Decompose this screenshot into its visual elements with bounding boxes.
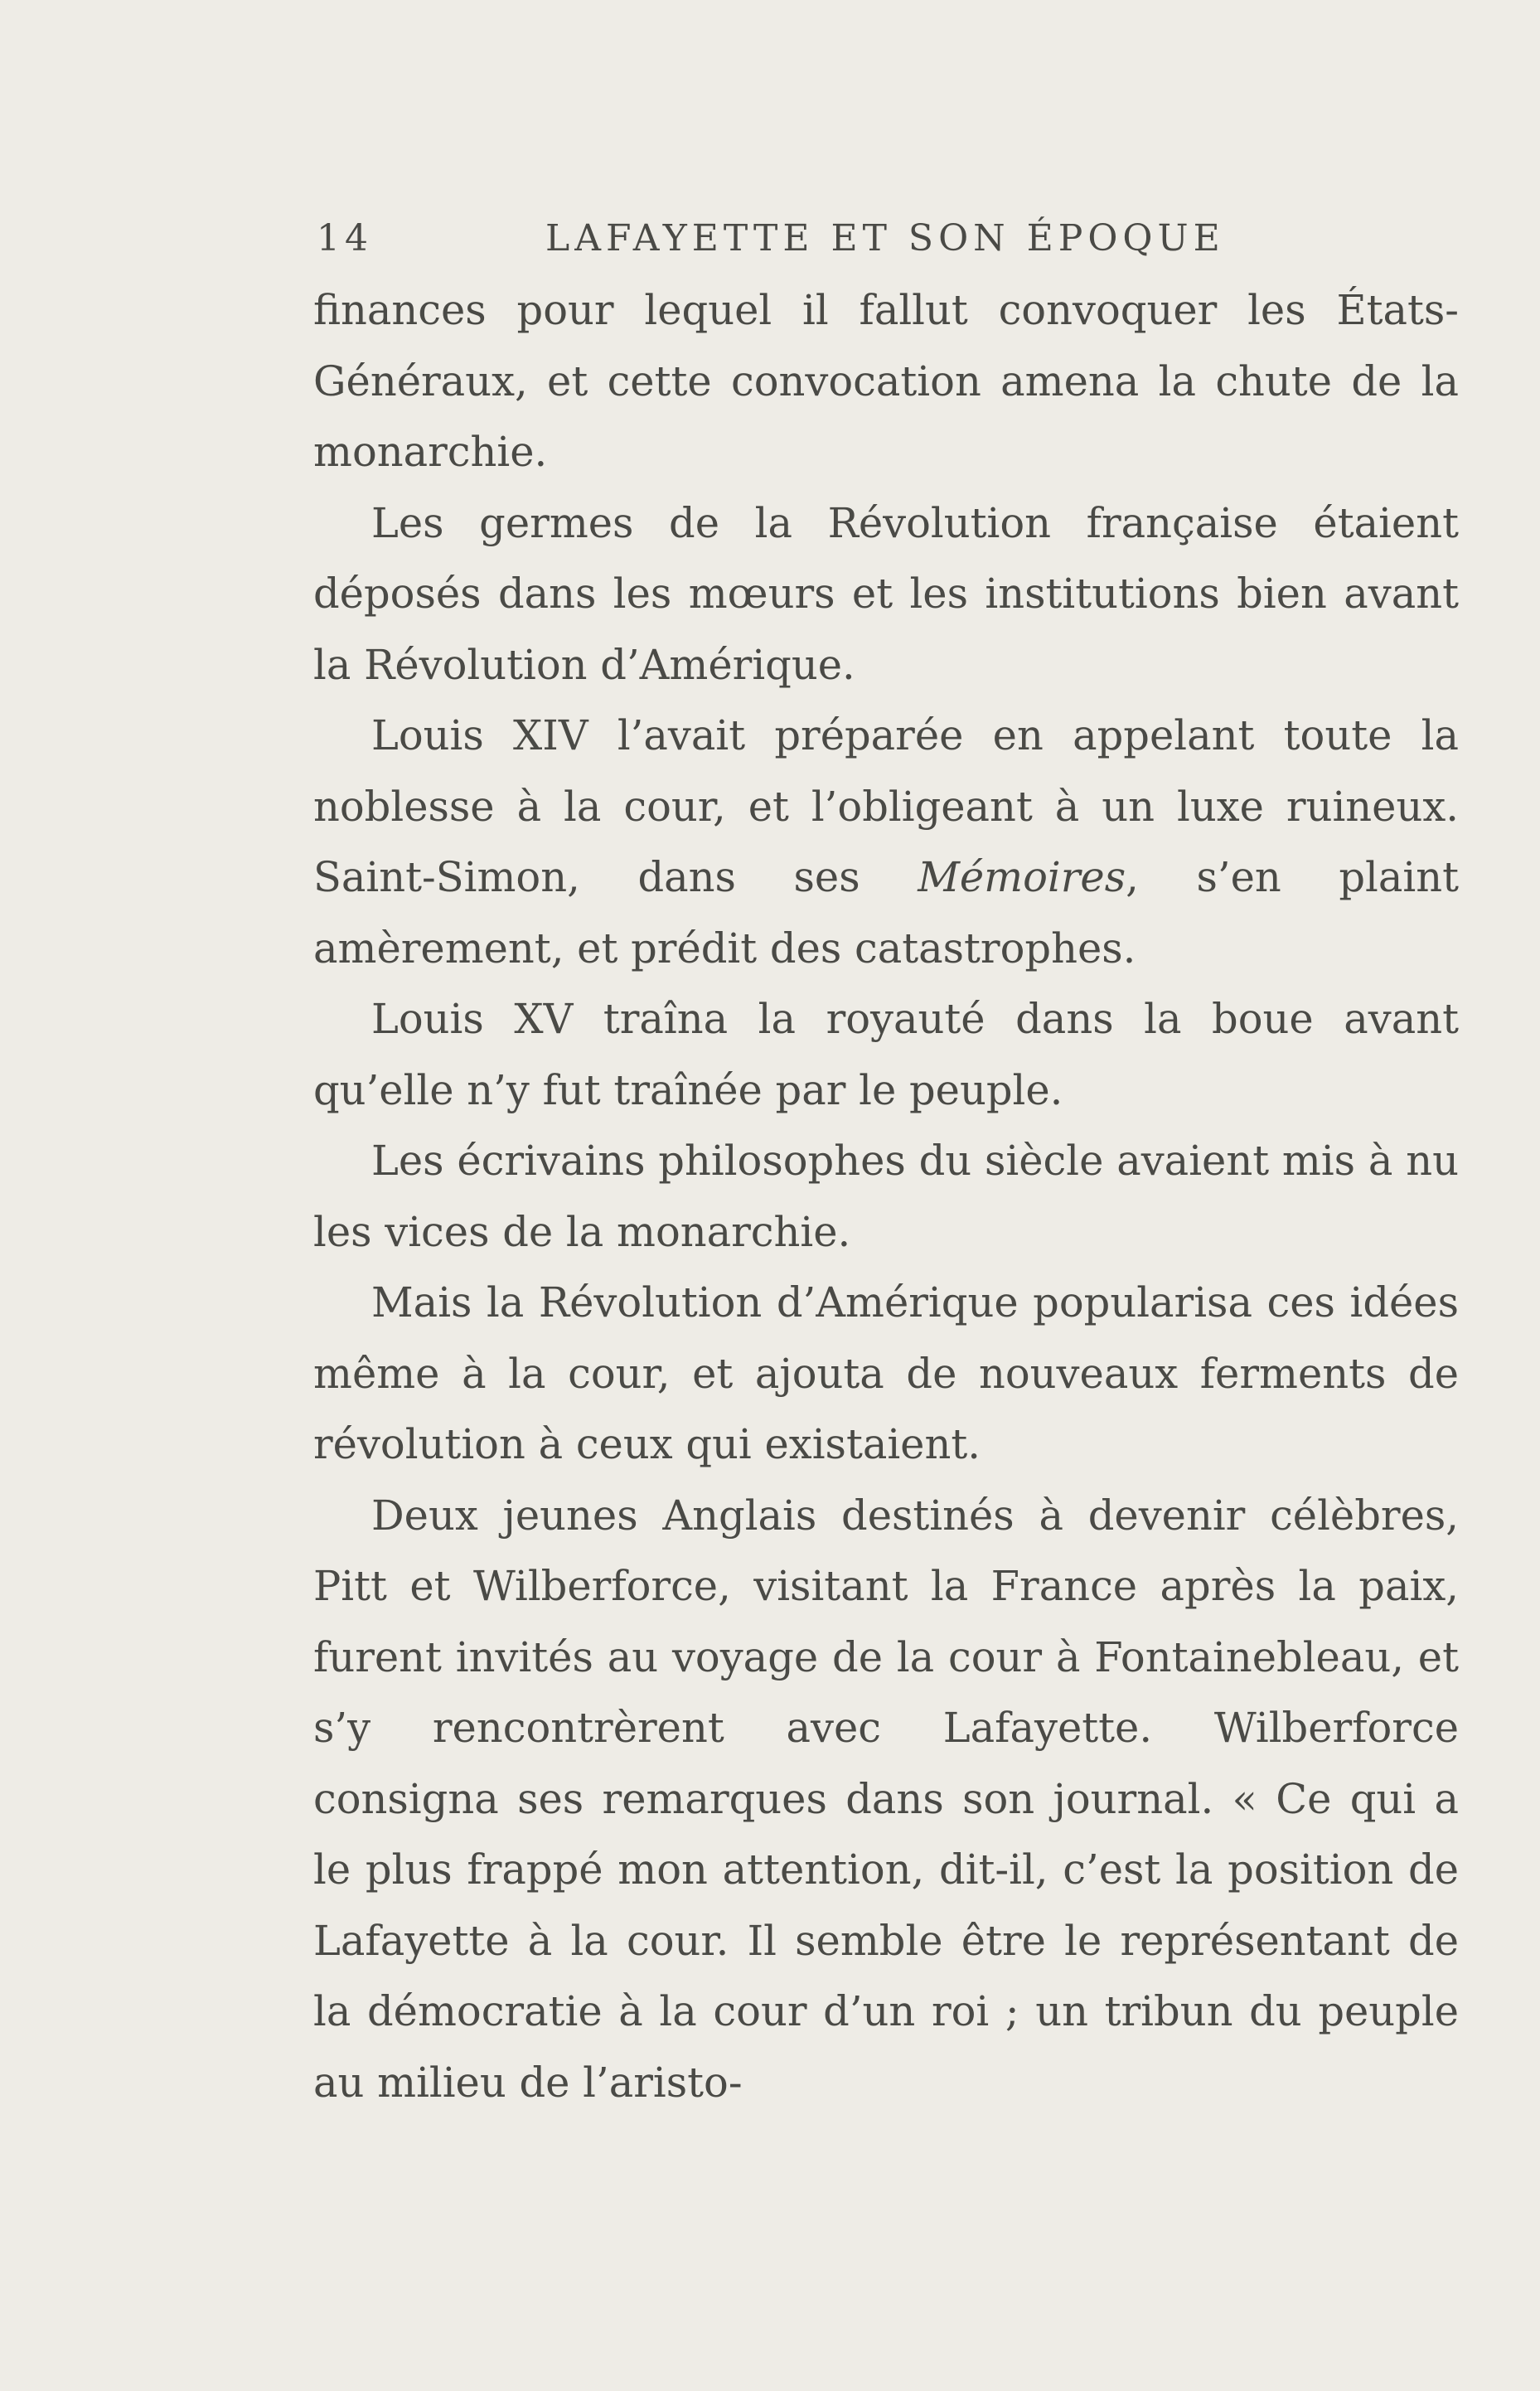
paragraph: Louis XV traîna la royauté dans la boue avant qu’elle n’y fut traînée par le peuple. (313, 995, 1459, 1114)
paragraph-continuation: finances pour lequel il fallut convoquer les États-Généraux, et cette convocation amena la chute de la monarchie. (313, 286, 1459, 476)
running-title: LAFAYETTE ET SON ÉPOQUE (545, 217, 1225, 259)
body-text (313, 275, 1459, 2118)
book-title-italic: Mémoires (918, 853, 1126, 901)
paragraph: Mais la Révolution d’Amérique popularisa ces idées même à la cour, et ajouta de nouveaux ferments de révolution à ceux qui existaient. (313, 1278, 1459, 1468)
page-number: 14 (317, 217, 373, 259)
book-page (313, 217, 1459, 2118)
paragraph-text: , s’en plaint amèrement, et prédit des catastrophes. (313, 853, 1459, 972)
running-head (313, 217, 1459, 267)
paragraph: Les germes de la Révolution française étaient déposés dans les mœurs et les institutions bien avant la Révolution d’Amérique. (313, 498, 1459, 689)
paragraph: Deux jeunes Anglais destinés à devenir célèbres, Pitt et Wilberforce, visitant la France après la paix, furent invités au voyage de la cour à Fontainebleau, et s’y rencontrèrent avec Lafayette. Wilberforce consigna ses remarques dans son journal. « Ce qui a le plus frappé mon attention, dit-il, c’est la position de Lafayette à la cour. Il semble être le représentant de la démocratie à la cour d’un roi ; un tribun du peuple au milieu de l’aristo- (313, 1491, 1459, 2107)
paragraph: Les écrivains philosophes du siècle avaient mis à nu les vices de la monarchie. (313, 1137, 1459, 1256)
paragraph-text: Louis XIV l’avait préparée en appelant toute la noblesse à la cour, et l’obligeant à un luxe ruineux. Saint-Simon, dans ses (313, 711, 1459, 901)
paragraph (313, 701, 1459, 984)
